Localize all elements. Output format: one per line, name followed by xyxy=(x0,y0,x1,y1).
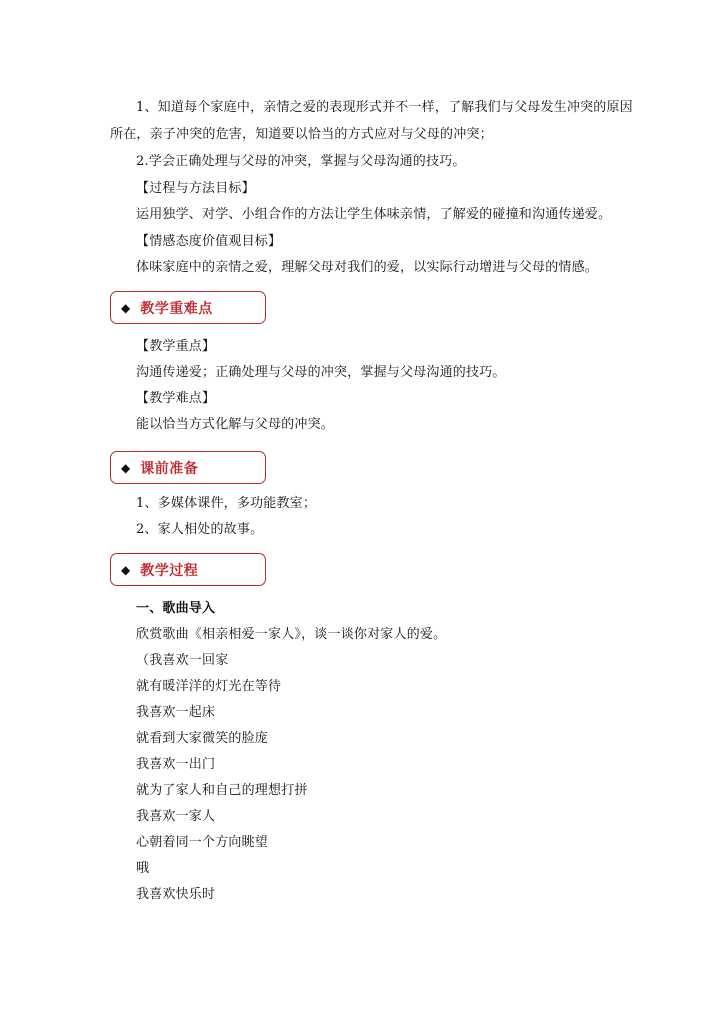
emotion-goal-heading: 【情感态度价值观目标】 xyxy=(136,234,282,249)
section-header-preparation xyxy=(110,451,266,484)
lyric-line: 哦 xyxy=(136,861,150,876)
section-title-teaching-process: 教学过程 xyxy=(140,562,199,579)
part1-heading: 一、歌曲导入 xyxy=(136,601,216,616)
lyric-line: 我喜欢一出门 xyxy=(136,757,216,772)
diamond-bullet-icon: ◆ xyxy=(121,460,131,475)
lyric-line: （我喜欢一回家 xyxy=(136,653,229,668)
lyric-line: 就有暖洋洋的灯光在等待 xyxy=(136,679,282,694)
section-title-preparation: 课前准备 xyxy=(140,460,199,477)
lyric-line: 就为了家人和自己的理想打拼 xyxy=(136,783,308,798)
lyric-line: 我喜欢一家人 xyxy=(136,809,216,824)
goal-line-2: 2.学会正确处理与父母的冲突，掌握与父母沟通的技巧。 xyxy=(136,154,466,169)
process-goal-text: 运用独学、对学、小组合作的方法让学生体味亲情，了解爱的碰撞和沟通传递爱。 xyxy=(136,207,612,222)
goal-line-1a: 1、知道每个家庭中，亲情之爱的表现形式并不一样，了解我们与父母发生冲突的原因 xyxy=(136,100,633,115)
process-goal-heading: 【过程与方法目标】 xyxy=(136,181,255,196)
difficulty-text: 能以恰当方式化解与父母的冲突。 xyxy=(136,417,335,432)
section-header-teaching-process xyxy=(110,553,266,586)
lyric-line: 我喜欢快乐时 xyxy=(136,887,216,902)
prep-item-1: 1、多媒体课件，多功能教室； xyxy=(136,496,317,511)
emotion-goal-text: 体味家庭中的亲情之爱，理解父母对我们的爱，以实际行动增进与父母的情感。 xyxy=(136,260,599,275)
focus-heading: 【教学重点】 xyxy=(136,339,216,354)
prep-item-2: 2、家人相处的故事。 xyxy=(136,522,264,537)
difficulty-heading: 【教学难点】 xyxy=(136,391,216,406)
lyric-line: 心朝着同一个方向眺望 xyxy=(136,835,269,850)
diamond-bullet-icon: ◆ xyxy=(121,562,131,577)
lyric-line: 就看到大家微笑的脸庞 xyxy=(136,731,269,746)
diamond-bullet-icon: ◆ xyxy=(121,300,131,315)
section-title-key-points: 教学重难点 xyxy=(140,300,213,317)
intro-text: 欣赏歌曲《相亲相爱一家人》，谈一谈你对家人的爱。 xyxy=(136,627,447,642)
section-header-key-points xyxy=(110,291,266,324)
goal-line-1b: 所在，亲子冲突的危害，知道要以恰当的方式应对与父母的冲突； xyxy=(110,127,493,142)
focus-text: 沟通传递爱；正确处理与父母的冲突，掌握与父母沟通的技巧。 xyxy=(136,365,506,380)
lyric-line: 我喜欢一起床 xyxy=(136,705,216,720)
